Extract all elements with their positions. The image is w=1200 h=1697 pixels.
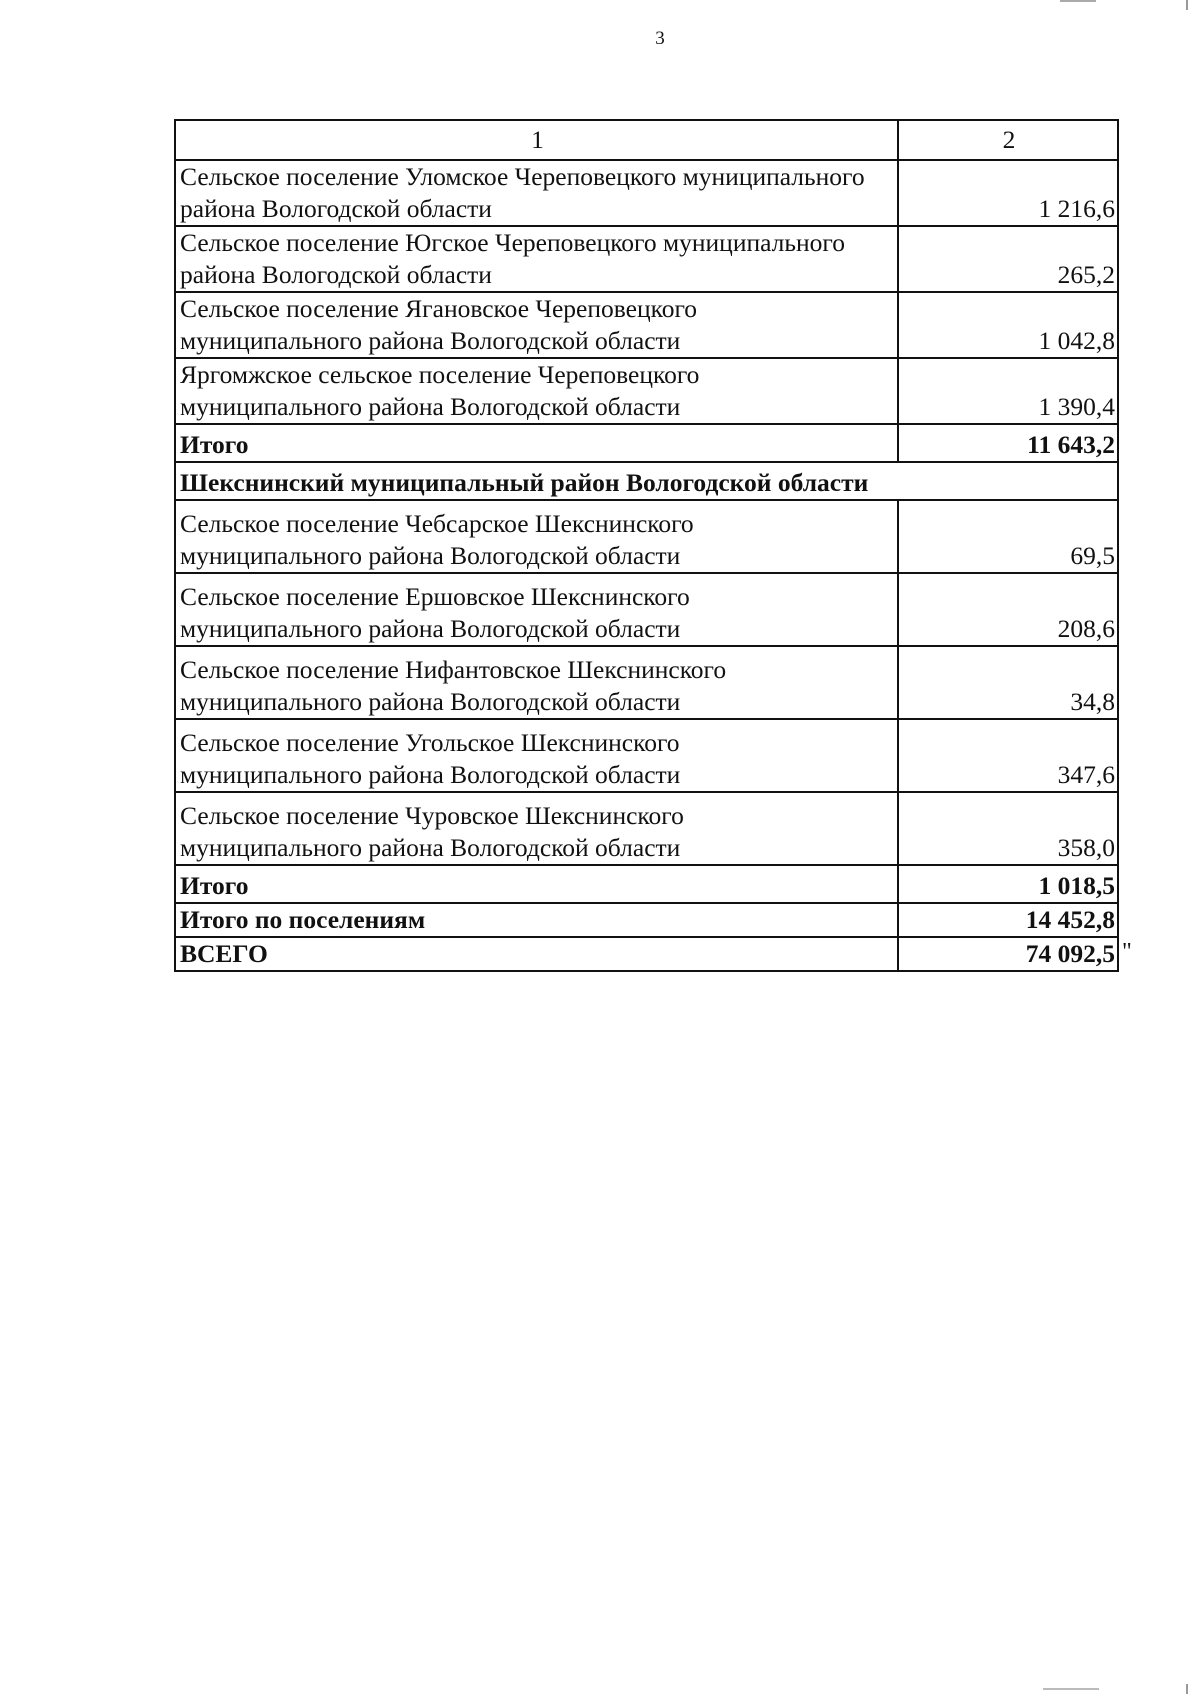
- subtotal-label: Итого: [175, 865, 898, 903]
- table-row: [175, 292, 1118, 358]
- settlements-total-amount: 14 452,8: [898, 903, 1118, 937]
- table-row: [175, 358, 1118, 424]
- settlement-name-line1: Сельское поселение Югское Череповецкого муниципального: [180, 228, 845, 257]
- settlement-name: [175, 160, 898, 226]
- settlement-name-line1: Сельское поселение Нифантовское Шекснинского: [180, 655, 727, 684]
- settlement-amount: 1 390,4: [898, 358, 1118, 424]
- settlements-total-row: [175, 903, 1118, 937]
- settlement-name-line2: муниципального района Вологодской области: [180, 392, 681, 421]
- settlement-amount: 208,6: [898, 573, 1118, 646]
- settlement-name: [175, 719, 898, 792]
- subtotal-amount: 11 643,2: [898, 424, 1118, 462]
- section-title: Шекснинский муниципальный район Вологодской области: [175, 462, 1118, 500]
- settlement-amount: 34,8: [898, 646, 1118, 719]
- subtotal-amount: 1 018,5: [898, 865, 1118, 903]
- settlement-amount: 358,0: [898, 792, 1118, 865]
- closing-quote-mark: ": [1122, 939, 1132, 965]
- column-header-2: 2: [898, 120, 1118, 160]
- settlement-name-line1: Сельское поселение Угольское Шекснинского: [180, 728, 680, 757]
- settlement-name: [175, 792, 898, 865]
- table-row: [175, 573, 1118, 646]
- settlement-amount: 69,5: [898, 500, 1118, 573]
- settlement-name-line1: Сельское поселение Ершовское Шекснинского: [180, 582, 690, 611]
- settlement-name-line2: муниципального района Вологодской области: [180, 326, 681, 355]
- settlement-amount: 265,2: [898, 226, 1118, 292]
- column-header-1: 1: [175, 120, 898, 160]
- settlement-name: [175, 226, 898, 292]
- settlement-name-line2: муниципального района Вологодской области: [180, 541, 681, 570]
- table-row: [175, 160, 1118, 226]
- subtotal-row: [175, 865, 1118, 903]
- settlement-name-line1: Сельское поселение Чуровское Шекснинского: [180, 801, 684, 830]
- scan-artifact: [1043, 1688, 1099, 1690]
- settlement-name-line2: района Вологодской области: [180, 194, 492, 223]
- table-row: [175, 792, 1118, 865]
- settlement-name-line2: района Вологодской области: [180, 260, 492, 289]
- settlement-name-line2: муниципального района Вологодской области: [180, 760, 681, 789]
- settlement-name-line1: Сельское поселение Уломское Череповецкого муниципального: [180, 162, 865, 191]
- allocation-table: [174, 119, 1119, 972]
- settlement-name-line2: муниципального района Вологодской области: [180, 687, 681, 716]
- settlement-amount: 347,6: [898, 719, 1118, 792]
- settlement-name: [175, 500, 898, 573]
- table-header-row: [175, 120, 1118, 160]
- settlement-name: [175, 573, 898, 646]
- grand-total-label: ВСЕГО: [175, 937, 898, 971]
- settlement-name: [175, 358, 898, 424]
- settlement-name-line1: Сельское поселение Ягановское Череповецкого: [180, 294, 698, 323]
- settlement-amount: 1 042,8: [898, 292, 1118, 358]
- grand-total-amount: 74 092,5: [898, 937, 1118, 971]
- table-row: [175, 226, 1118, 292]
- page-number: 3: [655, 28, 665, 49]
- scan-artifact: [1186, 1684, 1188, 1694]
- grand-total-row: [175, 937, 1118, 971]
- table-row: [175, 646, 1118, 719]
- subtotal-row: [175, 424, 1118, 462]
- scan-artifact: [1060, 0, 1096, 2]
- settlement-name-line2: муниципального района Вологодской области: [180, 833, 681, 862]
- settlement-name-line1: Яргомжское сельское поселение Череповецкого: [180, 360, 700, 389]
- subtotal-label: Итого: [175, 424, 898, 462]
- table-row: [175, 719, 1118, 792]
- settlement-name: [175, 292, 898, 358]
- table-row: [175, 500, 1118, 573]
- settlements-total-label: Итого по поселениям: [175, 903, 898, 937]
- settlement-amount: 1 216,6: [898, 160, 1118, 226]
- scan-artifact: [1186, 0, 1188, 10]
- settlement-name: [175, 646, 898, 719]
- settlement-name-line2: муниципального района Вологодской области: [180, 614, 681, 643]
- settlement-name-line1: Сельское поселение Чебсарское Шекснинского: [180, 509, 694, 538]
- section-row: [175, 462, 1118, 500]
